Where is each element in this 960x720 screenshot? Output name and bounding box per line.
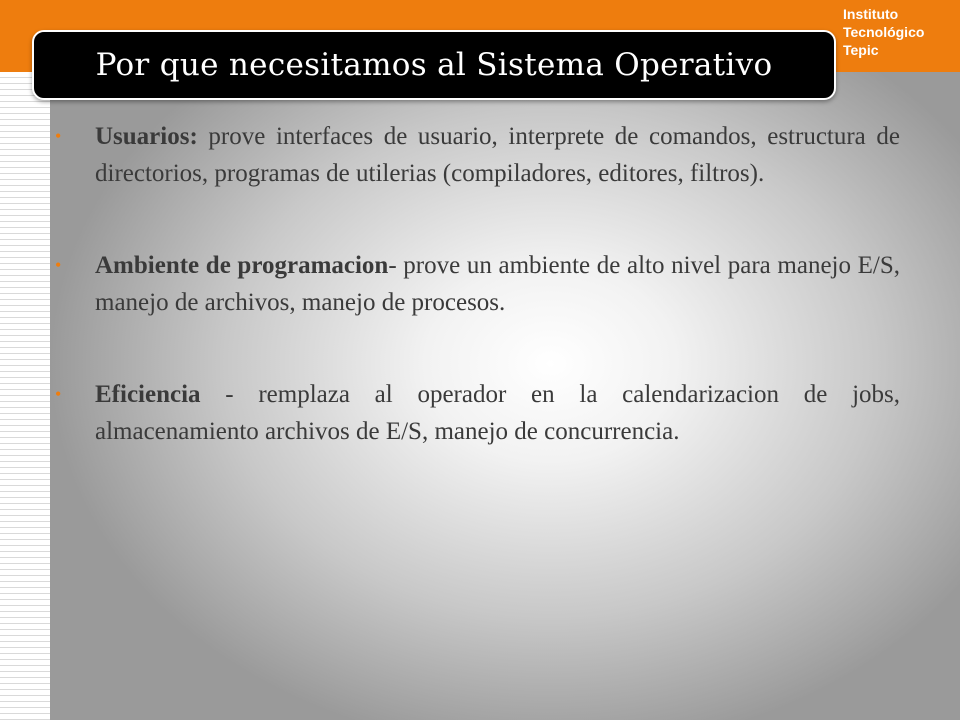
logo-line: Tecnológico: [843, 24, 925, 40]
bullet-term: Ambiente de programacion: [95, 252, 389, 279]
bullet-item-ambiente: [55, 247, 900, 321]
bullet-text: - remplaza al operador en la calendarizacion de jobs, almacenamiento archivos de E/S, manejo de concurrencia.: [95, 381, 900, 445]
bullet-text: prove interfaces de usuario, interprete de comandos, estructura de directorios, programas de utilerias (compiladores, editores, filtros).: [95, 123, 900, 187]
institution-logo: [843, 5, 953, 59]
bullet-text: - prove un ambiente de alto nivel para manejo E/S, manejo de archivos, manejo de procesos.: [95, 252, 900, 316]
bullet-item-usuarios: [55, 118, 900, 192]
logo-line: Instituto: [843, 6, 899, 22]
bullet-dot-icon: •: [55, 384, 62, 404]
bullet-term: Eficiencia: [95, 381, 201, 408]
bullet-item-eficiencia: [55, 376, 900, 450]
logo-line: Tepic: [843, 42, 879, 58]
left-decorative-strip: [0, 72, 50, 720]
title-bar: [32, 30, 836, 100]
bullet-list: [55, 118, 900, 505]
bullet-term: Usuarios:: [95, 123, 198, 150]
bullet-dot-icon: •: [55, 126, 62, 146]
bullet-dot-icon: •: [55, 255, 62, 275]
slide-title: Por que necesitamos al Sistema Operativo: [95, 47, 773, 83]
